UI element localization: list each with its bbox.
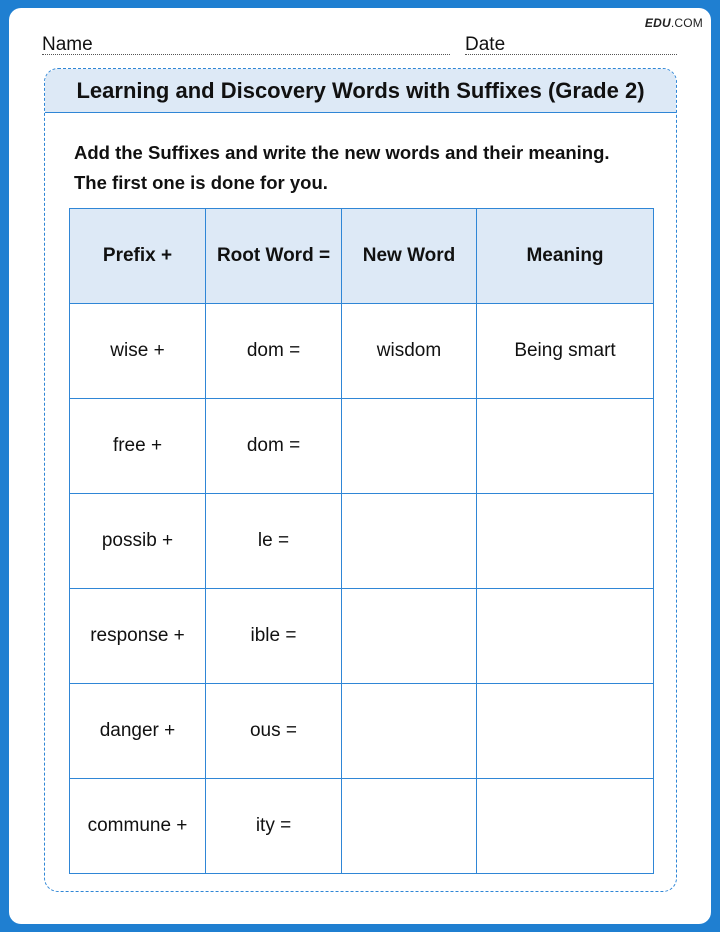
brand-logo xyxy=(645,16,703,30)
table-header-row xyxy=(70,209,654,304)
new-word-cell: wisdom xyxy=(342,304,477,399)
meaning-cell[interactable] xyxy=(477,684,654,779)
brand-logo-suffix: .COM xyxy=(670,16,703,30)
prefix-cell: possib + xyxy=(70,494,206,589)
header-meaning: Meaning xyxy=(477,209,654,304)
prefix-cell: free + xyxy=(70,399,206,494)
name-field[interactable] xyxy=(42,34,450,56)
table-row xyxy=(70,304,654,399)
header-new-word: New Word xyxy=(342,209,477,304)
prefix-cell: wise + xyxy=(70,304,206,399)
instructions-line-1: Add the Suffixes and write the new words and their meaning. xyxy=(74,142,610,163)
meaning-cell[interactable] xyxy=(477,589,654,684)
new-word-cell[interactable] xyxy=(342,399,477,494)
root-word-cell: dom = xyxy=(206,304,342,399)
new-word-cell[interactable] xyxy=(342,494,477,589)
suffix-table xyxy=(69,208,654,874)
meaning-cell: Being smart xyxy=(477,304,654,399)
table-row xyxy=(70,684,654,779)
worksheet-title: Learning and Discovery Words with Suffixes (Grade 2) xyxy=(45,69,676,113)
prefix-cell: commune + xyxy=(70,779,206,874)
table-row xyxy=(70,589,654,684)
worksheet-card xyxy=(44,68,677,892)
date-field[interactable] xyxy=(465,34,677,56)
meaning-cell[interactable] xyxy=(477,399,654,494)
root-word-cell: ous = xyxy=(206,684,342,779)
date-label: Date xyxy=(465,34,506,55)
header-prefix: Prefix + xyxy=(70,209,206,304)
name-line xyxy=(42,54,450,55)
brand-logo-bold: EDU xyxy=(644,16,671,30)
root-word-cell: ible = xyxy=(206,589,342,684)
new-word-cell[interactable] xyxy=(342,779,477,874)
new-word-cell[interactable] xyxy=(342,684,477,779)
meaning-cell[interactable] xyxy=(477,494,654,589)
worksheet-page xyxy=(9,8,711,924)
root-word-cell: ity = xyxy=(206,779,342,874)
prefix-cell: danger + xyxy=(70,684,206,779)
table-row xyxy=(70,494,654,589)
instructions-line-2: The first one is done for you. xyxy=(74,172,328,193)
root-word-cell: le = xyxy=(206,494,342,589)
name-label: Name xyxy=(42,34,93,55)
header-root-word: Root Word = xyxy=(206,209,342,304)
meaning-cell[interactable] xyxy=(477,779,654,874)
table-row xyxy=(70,399,654,494)
instructions xyxy=(74,138,664,198)
prefix-cell: response + xyxy=(70,589,206,684)
new-word-cell[interactable] xyxy=(342,589,477,684)
table-row xyxy=(70,779,654,874)
root-word-cell: dom = xyxy=(206,399,342,494)
